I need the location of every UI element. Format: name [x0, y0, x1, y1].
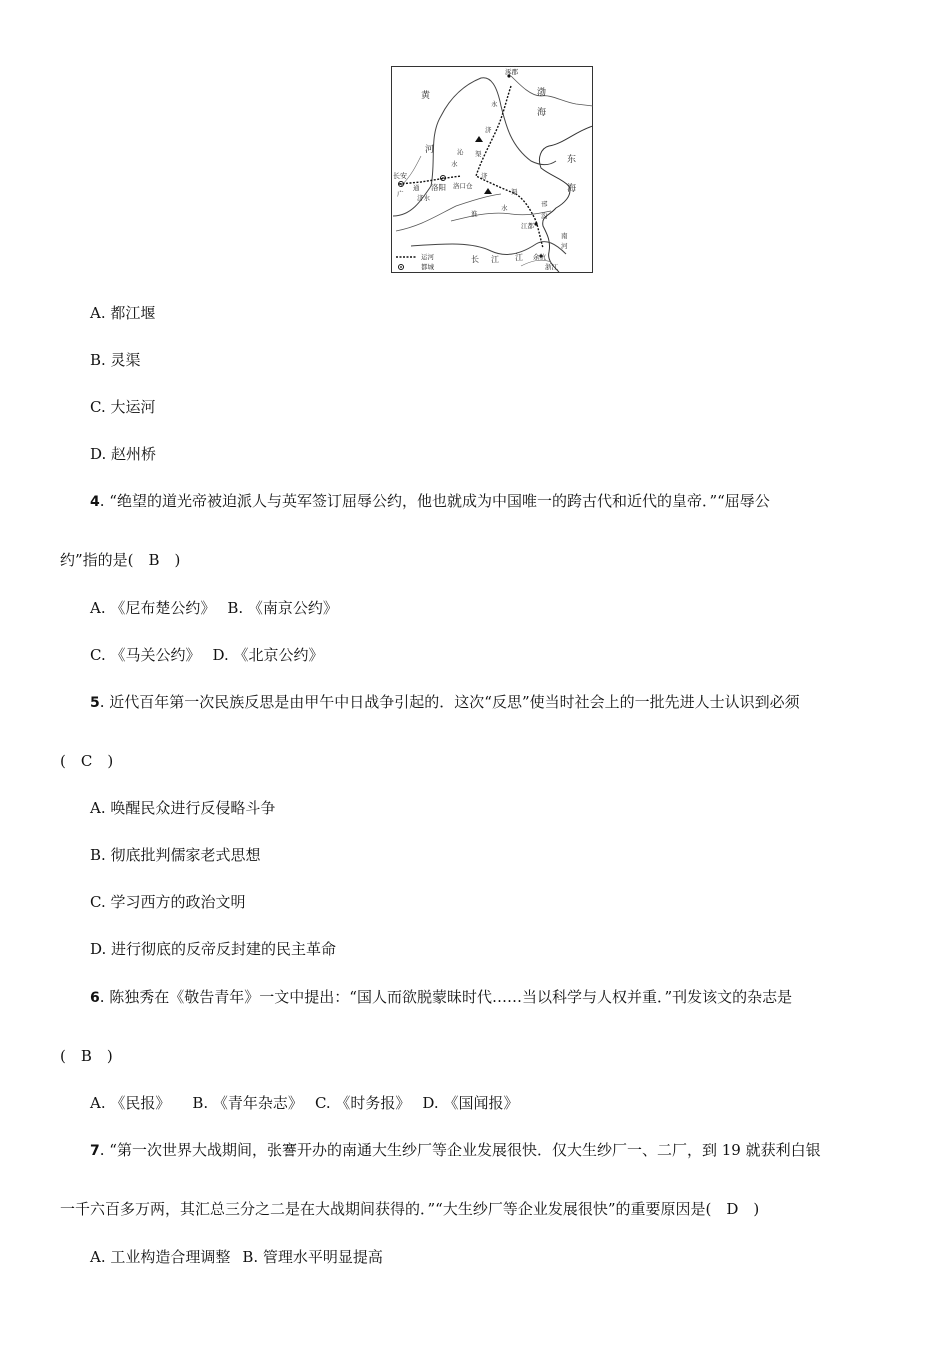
map-label-shui: 水 [451, 160, 458, 168]
map-label-jiang: 江 [491, 255, 499, 264]
q6-option-c: C. 《时务报》 [314, 1094, 411, 1112]
q5-option-c: C. 学习西方的政治文明 [90, 893, 246, 911]
q5-stem-line1 [90, 692, 800, 713]
map-label-he2: 河 [561, 242, 568, 250]
q6-stem-line2: ( B ) [60, 1047, 113, 1065]
q4-options-row1 [90, 598, 338, 618]
q3-option-d: D. 赵州桥 [90, 445, 157, 463]
q6-stem-text: . 陈独秀在《敬告青年》一文中提出：“国人而欲脱蒙昧时代……当以科学与人权并重．”刊发该文的杂志是 [99, 988, 793, 1006]
map-label-huai: 淮 [471, 210, 478, 218]
map-label-dong: 东 [567, 155, 577, 165]
q5-stem-line2: ( C ) [60, 752, 114, 770]
q5-number: 5 [90, 695, 100, 711]
q4-stem-line1 [90, 491, 770, 512]
map-label-bo: 渤 [537, 88, 547, 98]
q4-options-row2 [90, 645, 324, 665]
map-label-han: 邗 [541, 200, 548, 208]
map-legend-city: 都城 [421, 263, 434, 271]
map-label-huang: 黄 [421, 91, 431, 101]
q3-option-b: B. 灵渠 [90, 351, 141, 369]
q7-stem-line2: 一千六百多万两，其汇总三分之二是在大战期间获得的．”“大生纱厂等企业发展很快”的重要原因是( D ) [60, 1200, 760, 1218]
map-label-ji2: 济 [481, 172, 488, 180]
q4-stem-line2: 约”指的是( B ) [60, 551, 181, 569]
q5-option-b: B. 彻底批判儒家老式思想 [90, 846, 261, 864]
q4-option-d: D. 《北京公约》 [212, 646, 324, 664]
q5-option-a: A. 唤醒民众进行反侵略斗争 [90, 799, 276, 817]
grand-canal-map [391, 66, 593, 273]
q4-option-b: B. 《南京公约》 [227, 599, 338, 617]
map-label-jiang2: 江 [515, 253, 523, 262]
map-label-nan: 南 [561, 232, 568, 240]
map-legend-canal: 运河 [421, 253, 434, 261]
q5-option-d: D. 进行彻底的反帝反封建的民主革命 [90, 940, 337, 958]
map-label-luokoucang: 洛口仓 [453, 182, 473, 190]
map-label-qu2: 渠 [511, 188, 518, 196]
q4-stem-text: . “绝望的道光帝被迫派人与英军签订屈辱公约，他也就成为中国唯一的跨古代和近代的皇帝．”“屈辱公 [99, 492, 770, 510]
map-label-tong: 通 [413, 184, 420, 192]
q7-option-a: A. 工业构造合理调整 [90, 1248, 231, 1266]
map-label-qin: 沁 [457, 148, 464, 156]
map-label-shui2: 水 [501, 204, 508, 212]
map-label-luoyang: 洛阳 [431, 183, 446, 192]
map-label-qu1: 渠 [475, 150, 482, 158]
q3-option-c: C. 大运河 [90, 398, 156, 416]
q3-option-a: A. 都江堰 [90, 304, 156, 322]
map-label-he: 河 [425, 145, 435, 155]
map-label-yuhang: 余杭 [533, 253, 546, 261]
map-label-changan: 长安 [393, 172, 407, 180]
q4-number: 4 [90, 494, 100, 510]
q4-option-a: A. 《尼布楚公约》 [90, 599, 216, 617]
q6-options-row [90, 1093, 518, 1113]
q7-number: 7 [90, 1143, 100, 1159]
q6-option-b: B. 《青年杂志》 [192, 1094, 303, 1112]
map-label-jishui: 济水 [417, 194, 430, 202]
q6-option-a: A. 《民报》 [90, 1094, 171, 1112]
map-label-jiangdu: 江都 [521, 222, 534, 230]
q6-stem-line1 [90, 987, 792, 1008]
map-label-hai1: 海 [537, 108, 547, 118]
map-label-hai2: 海 [567, 184, 577, 194]
q5-stem-text: . 近代百年第一次民族反思是由甲午中日战争引起的．这次“反思”使当时社会上的一批先进人士认识到必须 [99, 693, 800, 711]
map-label-gou: 沟 [541, 212, 548, 220]
q6-number: 6 [90, 990, 100, 1006]
map-label-chang: 长 [471, 255, 479, 264]
q6-option-d: D. 《国闻报》 [422, 1094, 519, 1112]
map-label-yong: 永 [491, 100, 498, 108]
map-label-guang: 广 [397, 190, 404, 198]
q7-stem-line1 [90, 1140, 821, 1161]
map-label-ji1: 济 [485, 126, 492, 134]
q7-stem-text: . “第一次世界大战期间，张謇开办的南通大生纱厂等企业发展很快．仅大生纱厂一、二厂，到 19 就获利白银 [99, 1141, 821, 1159]
q4-option-c: C. 《马关公约》 [90, 646, 201, 664]
map-label-zhuojun: 涿郡 [505, 68, 518, 76]
map-label-zhejiang: 浙江 [545, 263, 558, 271]
q7-options-row [90, 1247, 383, 1267]
q7-option-b: B. 管理水平明显提高 [242, 1248, 383, 1266]
